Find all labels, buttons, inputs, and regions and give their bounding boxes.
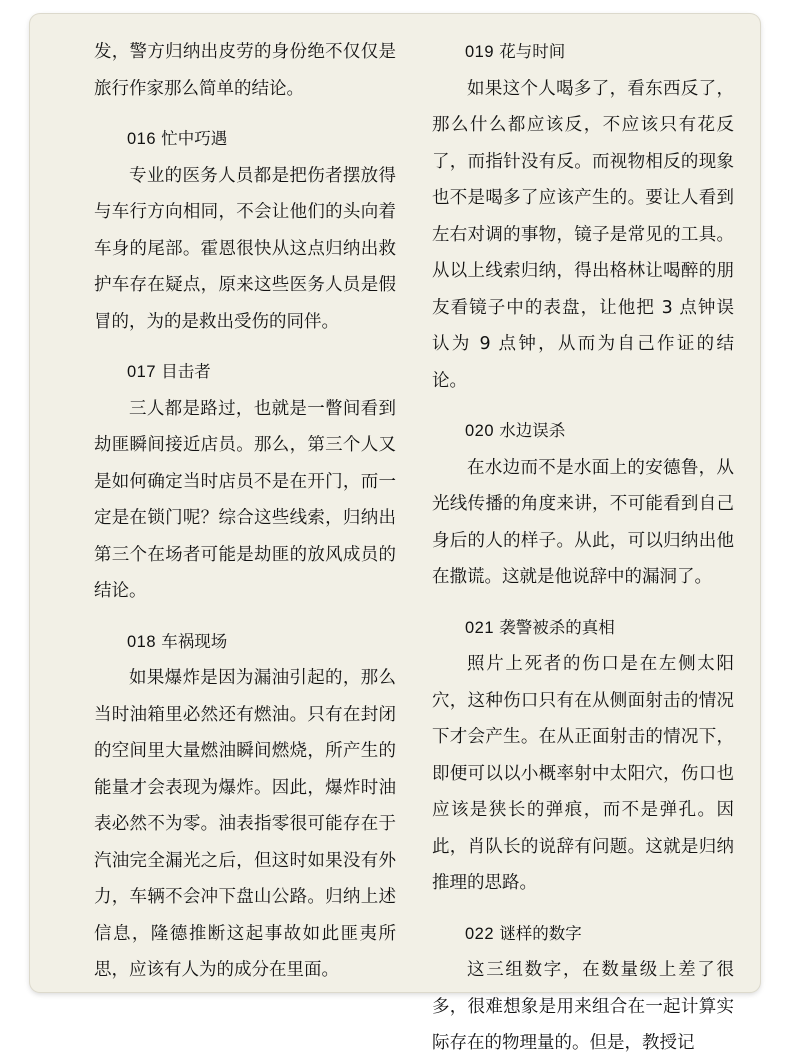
section-heading [94, 121, 396, 158]
paragraph: 如果爆炸是因为漏油引起的，那么当时油箱里必然还有燃油。只有在封闭的空间里大量燃油瞬间燃烧，所产生的能量才会表现为爆炸。因此，爆炸时油表必然不为零。油表指零很可能存在于汽油完全漏光之后，但这时如果没有外力，车辆不会冲下盘山公路。归纳上述信息，隆德推断这起事故如此匪夷所思，应该有人为的成分在里面。 [94, 668, 396, 980]
paragraph: 这三组数字，在数量级上差了很多，很难想象是用来组合在一起计算实际存在的物理量的。但是，教授记 [432, 960, 734, 1053]
section-number: 017 [127, 363, 157, 381]
section-heading [94, 354, 396, 391]
section-heading [94, 624, 396, 661]
section-number: 020 [465, 422, 495, 440]
section-heading [432, 610, 734, 647]
book-page [30, 14, 760, 1053]
section-number: 019 [465, 43, 495, 61]
paragraph: 在水边而不是水面上的安德鲁，从光线传播的角度来讲，不可能看到自己身后的人的样子。从此，可以归纳出他在撒谎。这就是他说辞中的漏洞了。 [432, 457, 734, 587]
paragraph: 三人都是路过，也就是一瞥间看到劫匪瞬间接近店员。那么，第三个人又是如何确定当时店员不是在开门，而一定是在锁门呢？综合这些线索，归纳出第三个在场者可能是劫匪的放风成员的结论。 [94, 398, 396, 601]
section-heading [432, 916, 734, 953]
section-title: 袭警被杀的真相 [499, 617, 615, 637]
section-number: 016 [127, 130, 157, 148]
section-number: 021 [465, 618, 495, 637]
section-title: 水边误杀 [499, 421, 566, 440]
right-column [432, 34, 734, 1062]
section-title: 花与时间 [499, 42, 566, 61]
section-title: 忙中巧遇 [161, 129, 228, 148]
left-column [94, 34, 396, 989]
paragraph: 照片上死者的伤口是在左侧太阳穴，这种伤口只有在从侧面射击的情况下才会产生。在从正面射击的情况下，即便可以以小概率射中太阳穴，伤口也应该是狭长的弹痕，而不是弹孔。因此，肖队长的说辞有问题。这就是归纳推理的思路。 [432, 654, 734, 893]
section-heading [432, 34, 734, 71]
section-title: 车祸现场 [161, 631, 228, 651]
paragraph: 专业的医务人员都是把伤者摆放得与车行方向相同，不会让他们的头向着车身的尾部。霍恩很快从这点归纳出救护车存在疑点，原来这些医务人员是假冒的，为的是救出受伤的同伴。 [94, 165, 396, 332]
paragraph: 发，警方归纳出皮劳的身份绝不仅仅是旅行作家那么简单的结论。 [94, 42, 396, 99]
section-heading [432, 413, 734, 450]
section-title: 目击者 [161, 362, 211, 381]
section-number: 018 [127, 632, 157, 651]
section-title: 谜样的数字 [499, 923, 582, 943]
paragraph: 如果这个人喝多了，看东西反了，那么什么都应该反，不应该只有花反了，而指针没有反。而视物相反的现象也不是喝多了应该产生的。要让人看到左右对调的事物，镜子是常见的工具。从以上线索归纳，得出格林让喝醉的朋友看镜子中的表盘，让他把 3 点钟误认为 9 点钟，从而为自己作证的结论。 [432, 78, 734, 391]
section-number: 022 [465, 924, 495, 943]
